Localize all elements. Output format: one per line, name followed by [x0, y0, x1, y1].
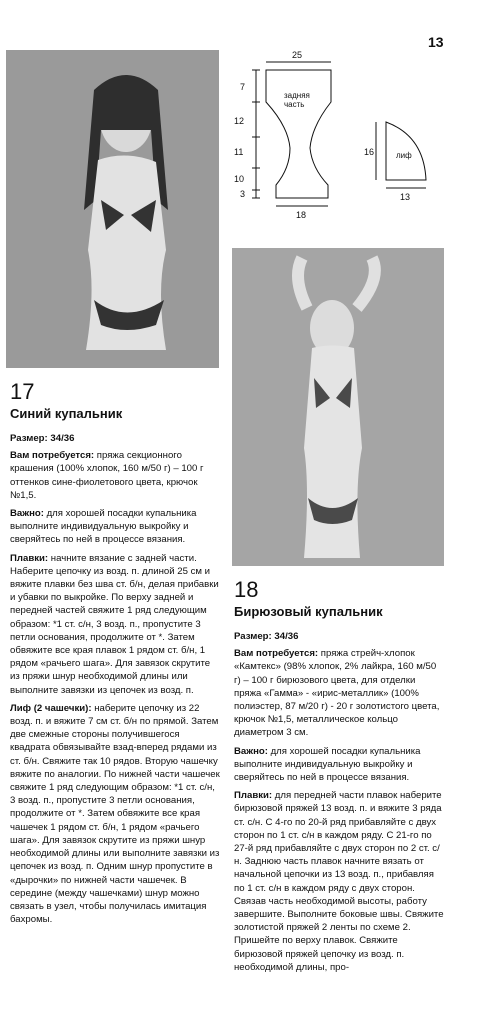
item17-bottoms	[10, 552, 220, 697]
photo-model-18	[232, 248, 444, 566]
item17-needs-text: пряжа секционного крашения (100% хлопок, 160 м/50 г) – 100 г оттенков сине-фиолетового цвета, крючок №1,5.	[10, 450, 204, 501]
diagram-lif-label: лиф	[396, 151, 412, 160]
page-number: 13	[428, 34, 444, 50]
item18-number: 18	[234, 577, 259, 602]
diagram-top-width: 25	[292, 50, 303, 60]
diagram-h3: 11	[234, 147, 244, 157]
diagram-lif-height: 16	[364, 147, 375, 157]
diagram-lif-width: 13	[400, 192, 411, 202]
item17-bottoms-text: начните вязание с задней части. Наберите цепочку из возд. п. длиной 25 см и вяжите плавки без шва ст. б/н, делая прибавки и убавки по выкройке. По верху задней и передней частей свяжите 1 ряд следующим образом: *1 ст. с/н, 3 возд. п., пропустите 3 петли основания, продолжите от *. Затем обвяжите все края плавок 1 рядом ст. б/н, 1 рядом «рачьего шага». Для завязок скрутите из пряжи шнур необходимой длины или выполните завязки из цепочек из возд. п.	[10, 552, 219, 696]
diagram-h1: 7	[240, 82, 246, 92]
item18-title: Бирюзовый купальник	[234, 604, 383, 619]
item18-needs-label: Вам потребуется:	[234, 648, 319, 660]
photo-placeholder-17	[6, 50, 219, 368]
item18-bottoms-text: для передней части плавок наберите бирюзовой пряжей 13 возд. п. и вяжите 3 ряда ст. с/н. С 4-го по 20-й ряд прибавляйте с двух сторон по 1 ст. с/н в каждом ряду. С 21-го по 27-й ряд прибавляйте с двух сторон по 2 ст. с/н. Заднюю часть плавок начните вязать от начальной цепочки из 13 возд. п., прибавляя по 1 ст. с/н в каждом ряду с двух сторон. Связав часть необходимой высоты, работу завершите. Выполните боковые швы. Свяжите золотистой пряжей 2 ленты по схеме 2. Пришейте по верху плавок. Свяжите бирюзовой пряжей цепочку из возд. п. необходимой длины, про-	[234, 790, 444, 973]
item18-bottoms-label: Плавки:	[234, 790, 273, 802]
diagram-h4: 10	[234, 174, 245, 184]
item17-top-label: Лиф (2 чашечки):	[10, 702, 92, 714]
diagram-bottom-width: 18	[296, 210, 307, 220]
item17-top	[10, 702, 220, 926]
item18-needs	[234, 647, 444, 739]
item17-top-text: наберите цепочку из 22 возд. п. и вяжите 7 см ст. б/н по прямой. Затем две смежные стороны получившегося квадрата обвязывайте взад-вперед рядами из ст. б/н. Свяжите так 10 рядов. Вторую чашечку вяжите по аналогии. По нижней части чашечек свяжите 1 ряд следующим образом: *1 ст. с/н, 3 возд. п., пропустите 3 петли основания, продолжите от *. Затем обвяжите все края чашечек 1 рядом ст. б/н, 1 рядом «рачьего шага». Для завязок скрутите из пряжи шнур необходимой длины или выполните завязки из цепочек из возд. п. Одним шнур пропустите в «дырочки» по нижней части чашечек. В середине (между чашечками) шнур можно связать в узел, чтобы получилась имитация бахромы.	[10, 702, 220, 926]
back-part-outline	[266, 70, 331, 198]
item18-important-label: Важно:	[234, 745, 268, 757]
item18-column	[234, 578, 444, 979]
back-part-line-1: задняя	[284, 91, 310, 100]
item17-important-text: для хорошей посадки купальника выполните индивидуальную выкройку и сверяйтесь по ней в процессе вязания.	[10, 508, 197, 546]
photo-model-17	[6, 50, 219, 368]
item17-needs-label: Вам потребуется:	[10, 450, 95, 462]
item18-size: Размер: 34/36	[234, 631, 299, 642]
diagram-h2: 12	[234, 116, 245, 126]
item17-size: Размер: 34/36	[10, 433, 75, 444]
item17-needs	[10, 449, 220, 502]
photo-placeholder-18	[232, 248, 444, 566]
item18-important	[234, 745, 444, 785]
item17-important	[10, 507, 220, 547]
item17-column	[10, 380, 220, 931]
item18-bottoms	[234, 789, 444, 974]
pattern-diagram-svg	[226, 40, 436, 240]
item18-important-text: для хорошей посадки купальника выполните индивидуальную выкройку и сверяйтесь по ней в процессе вязания.	[234, 745, 421, 784]
item17-number: 17	[10, 379, 35, 404]
item17-important-label: Важно:	[10, 508, 44, 520]
diagram-back-part-label	[284, 91, 312, 109]
diagram-h5: 3	[240, 189, 246, 199]
pattern-diagram	[226, 40, 436, 240]
back-part-line-2: часть	[284, 100, 305, 109]
item17-bottoms-label: Плавки:	[10, 552, 49, 564]
item18-needs-text: пряжа стрейч-хлопок «Камтекс» (98% хлопок, 2% лайкра, 160 м/50 г) – 100 г бирюзового цвета, для отделки пряжа «Гамма» - «ирис-металлик» (100% полиэстер, 87 м/20 г) - 20 г золотистого цвета, крючок №1,5, металлическое кольцо диаметром 3 см.	[234, 648, 440, 739]
item17-title: Синий купальник	[10, 406, 123, 421]
